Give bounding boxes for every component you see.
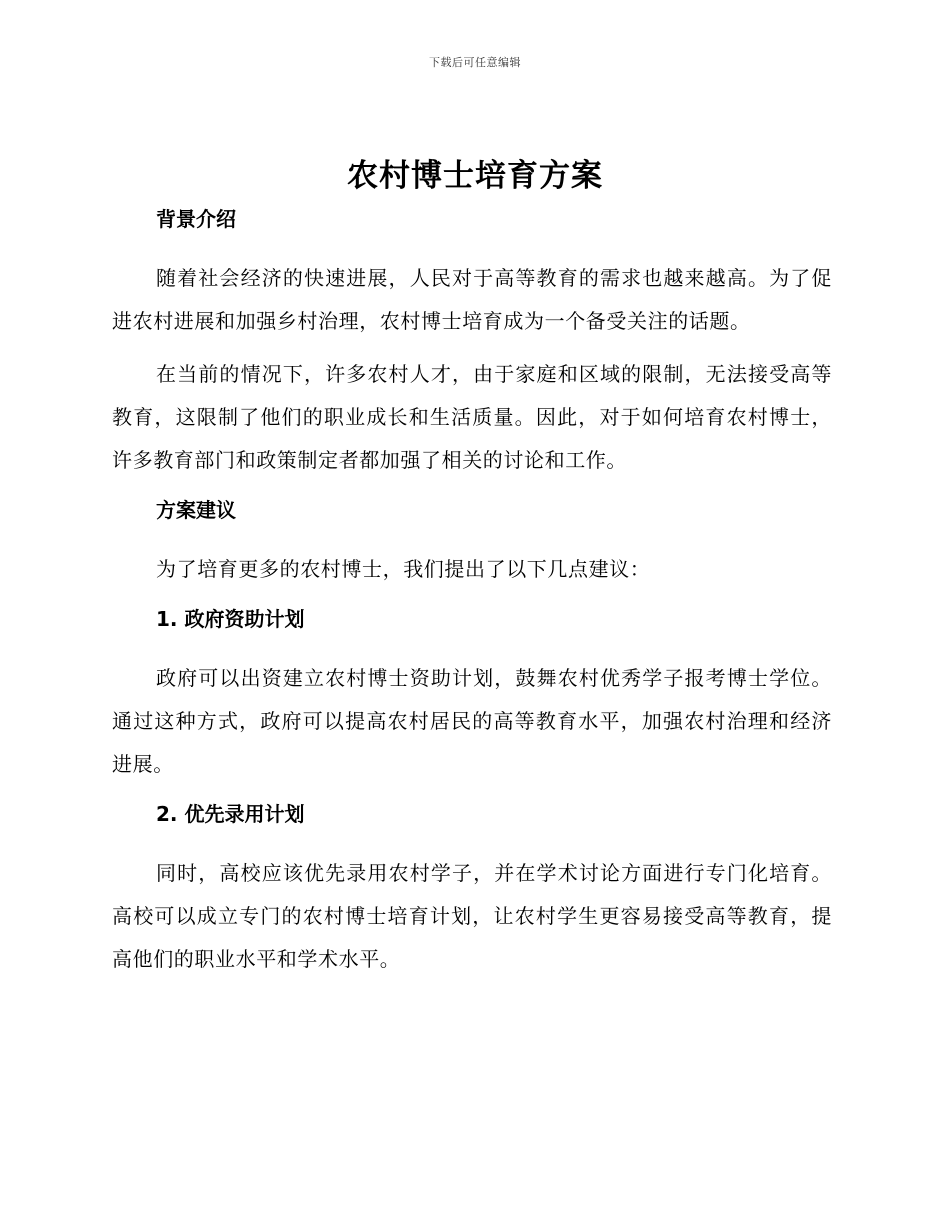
document-body [112, 203, 832, 991]
section-heading-proposal: 方案建议 [156, 498, 236, 522]
paragraph-priority-admission: 同时，高校应该优先录用农村学子，并在学术讨论方面进行专门化培育。高校可以成立专门的农村博士培育计划，让农村学生更容易接受高等教育，提高他们的职业水平和学术水平。 [112, 861, 832, 971]
paragraph-background-1: 随着社会经济的快速进展，人民对于高等教育的需求也越来越高。为了促进农村进展和加强乡村治理，农村博士培育成为一个备受关注的话题。 [112, 266, 832, 333]
section-heading-background: 背景介绍 [156, 207, 236, 231]
paragraph-government-funding: 政府可以出资建立农村博士资助计划，鼓舞农村优秀学子报考博士学位。通过这种方式，政府可以提高农村居民的高等教育水平，加强农村治理和经济进展。 [112, 666, 832, 776]
section-heading-priority-admission: 2. 优先录用计划 [156, 802, 305, 826]
header-note: 下载后可任意编辑 [429, 56, 521, 69]
paragraph-proposal-intro: 为了培育更多的农村博士，我们提出了以下几点建议： [156, 557, 651, 581]
paragraph-background-2: 在当前的情况下，许多农村人才，由于家庭和区域的限制，无法接受高等教育，这限制了他们的职业成长和生活质量。因此，对于如何培育农村博士，许多教育部门和政策制定者都加强了相关的讨论和工作。 [112, 362, 832, 472]
document-title: 农村博士培育方案 [347, 158, 603, 194]
section-heading-government-funding: 1. 政府资助计划 [156, 607, 305, 631]
